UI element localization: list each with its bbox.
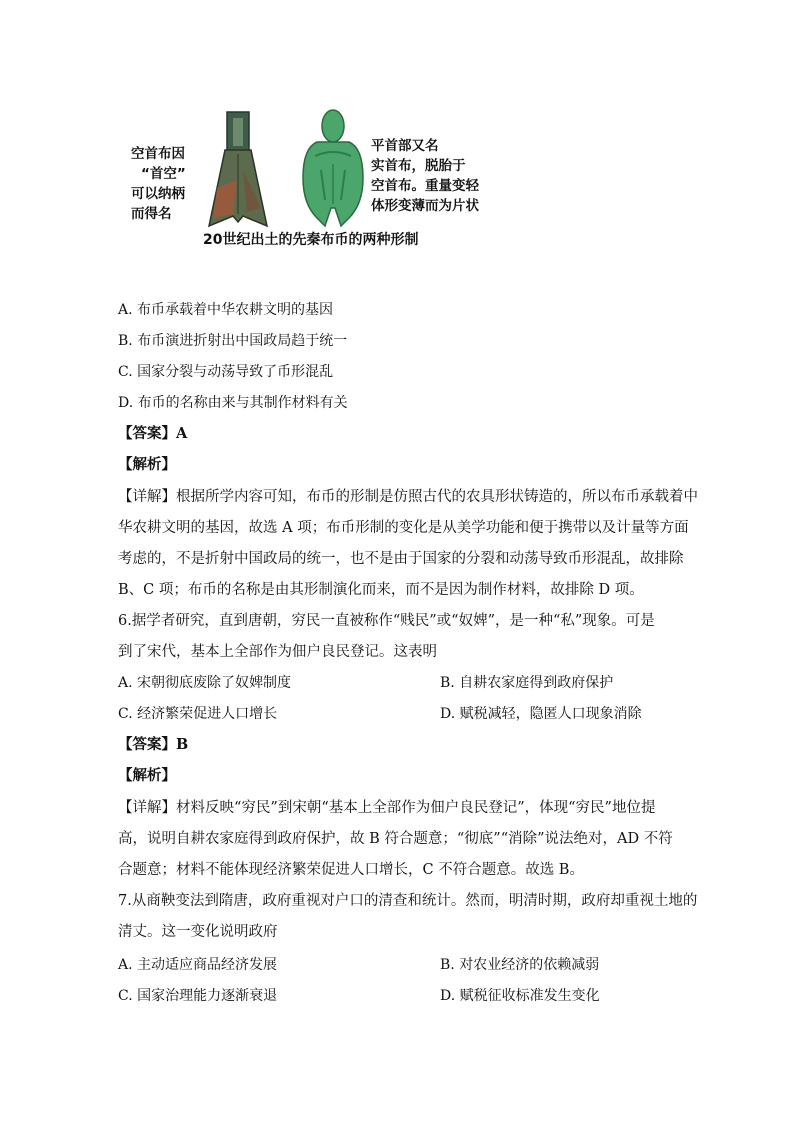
q5-answer: 【答案】A: [118, 425, 188, 442]
right-coin-caption: [371, 136, 511, 216]
q6-detail-line: 高，说明自耕农家庭得到政府保护，故 B 符合题意；“彻底”“消除”说法绝对，AD 不符: [118, 831, 673, 847]
q6-detail-line: 【详解】材料反映“穷民”到宋朝“基本上全部作为佃户良民登记”，体现“穷民”地位提: [118, 800, 656, 816]
q6-detail-line: 合题意；材料不能体现经济繁荣促进人口增长，C 不符合题意。故选 B。: [118, 862, 584, 878]
q5-detail-line: 考虑的，不是折射中国政局的统一，也不是由于国家的分裂和动荡导致币形混乱，故排除: [118, 551, 684, 567]
q5-option-c: C. 国家分裂与动荡导致了币形混乱: [118, 364, 334, 380]
coin-figure: [125, 108, 505, 258]
q5-option-a: A. 布币承载着中华农耕文明的基因: [118, 302, 334, 318]
q5-option-b: B. 布币演进折射出中国政局趋于统一: [118, 333, 348, 349]
q7-option-c: C. 国家治理能力逐渐衰退: [118, 988, 278, 1004]
caption-line: 实首布，脱胎于: [371, 158, 466, 174]
left-coin-caption: [131, 144, 211, 224]
caption-line: 空首布。重量变轻: [371, 178, 479, 194]
q6-option-b: B. 自耕农家庭得到政府保护: [440, 675, 614, 691]
q6-option-c: C. 经济繁荣促进人口增长: [118, 706, 278, 722]
q6-stem-line: 到了宋代，基本上全部作为佃户良民登记。这表明: [118, 644, 437, 660]
q5-detail-line: 【详解】根据所学内容可知，布币的形制是仿照古代的农具形状铸造的，所以布币承载着中: [118, 489, 698, 505]
q6-option-a: A. 宋朝彻底废除了奴婢制度: [118, 675, 292, 691]
q5-detail-line: B、C 项；布币的名称是由其形制演化而来，而不是因为制作材料，故排除 D 项。: [118, 582, 644, 598]
hollow-head-spade-coin-icon: [203, 110, 273, 230]
q7-option-d: D. 赋税征收标准发生变化: [440, 988, 600, 1004]
q5-detail-line: 华农耕文明的基因，故选 A 项；布币形制的变化是从美学功能和便于携带以及计量等方面: [118, 520, 689, 536]
q6-analysis-label: 【解析】: [118, 767, 176, 784]
figure-caption: 20世纪出土的先秦布币的两种形制: [203, 232, 419, 248]
q5-analysis-label: 【解析】: [118, 456, 176, 473]
q7-option-a: A. 主动适应商品经济发展: [118, 957, 278, 973]
q7-stem-line: 7.从商鞅变法到隋唐，政府重视对户口的清查和统计。然而，明清时期，政府却重视土地的: [118, 893, 698, 909]
caption-line: 空首布因: [131, 146, 185, 162]
q6-stem-line: 6.据学者研究，直到唐朝，穷民一直被称作“贱民”或“奴婢”，是一种“私”现象。可是: [118, 613, 655, 629]
q6-answer: 【答案】B: [118, 736, 189, 753]
q5-option-d: D. 布币的名称由来与其制作材料有关: [118, 395, 348, 411]
caption-line: 平首部又名: [371, 138, 439, 154]
q7-option-b: B. 对农业经济的依赖减弱: [440, 957, 600, 973]
q7-stem-line: 清丈。这一变化说明政府: [118, 924, 278, 940]
q6-option-d: D. 赋税减轻，隐匿人口现象消除: [440, 706, 642, 722]
caption-line: 可以纳柄: [131, 186, 185, 202]
caption-line: 体形变薄而为片状: [371, 198, 479, 214]
caption-line: “首空”: [141, 166, 186, 182]
caption-line: 而得名: [131, 206, 172, 222]
flat-head-spade-coin-icon: [293, 108, 373, 233]
